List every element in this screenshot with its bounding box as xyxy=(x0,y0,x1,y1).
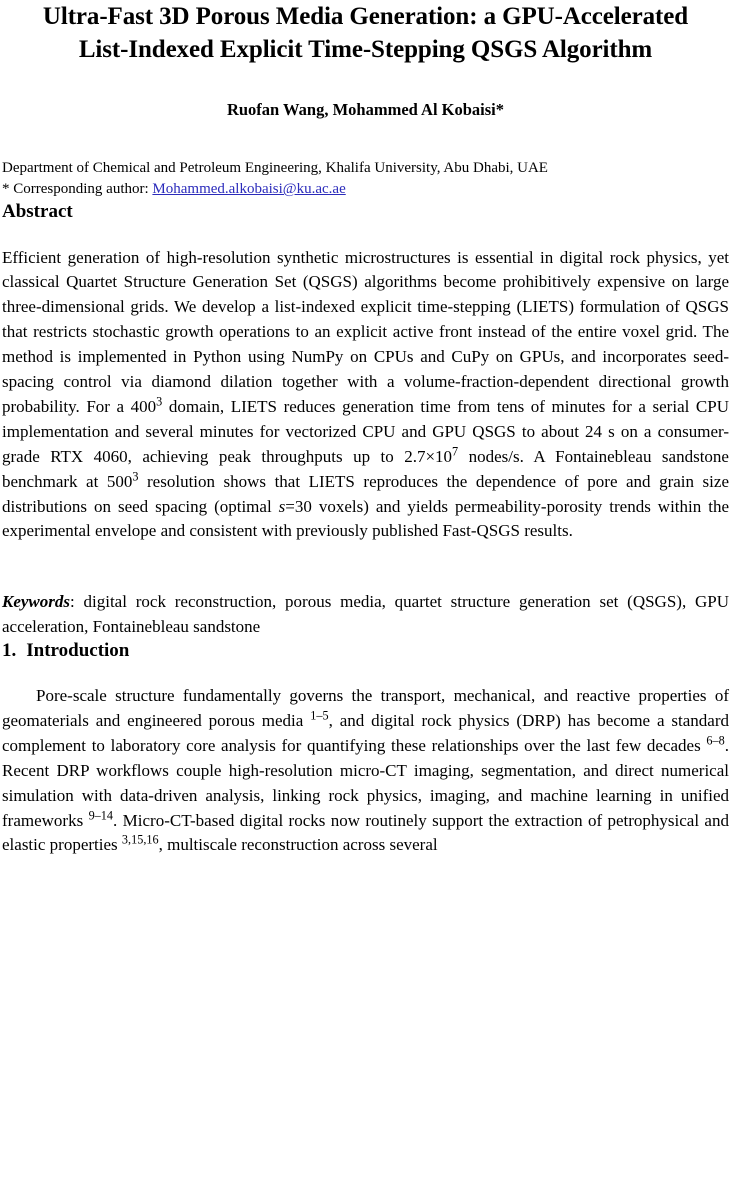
page-title: Ultra-Fast 3D Porous Media Generation: a GPU-Accelerated List-Indexed Explicit Time-Stepping QSGS Algorithm xyxy=(42,3,689,63)
intro-part-2: , and digital rock physics (DRP) has become a standard complement to laboratory core analysis for quantifying these relationships over the last few decades xyxy=(2,710,729,755)
intro-part-4: . Micro-CT-based digital rocks now routinely support the extraction of petrophysical and elastic properties xyxy=(2,810,729,855)
abstract-part-5: =30 voxels) and yields permeability-porosity trends within the experimental envelope and consistent with previously published Fast-QSGS results. xyxy=(2,496,729,541)
corresponding-email-link[interactable]: Mohammed.alkobaisi@ku.ac.ae xyxy=(152,181,346,198)
abstract-part-3: nodes/s. A Fontainebleau sandstone benchmark at 500 xyxy=(2,446,729,491)
keywords-block xyxy=(2,590,729,640)
abstract-superscript-2: 7 xyxy=(452,444,459,459)
abstract-superscript-1: 3 xyxy=(156,394,163,409)
abstract-heading: Abstract xyxy=(2,200,73,222)
intro-part-3: . Recent DRP workflows couple high-resolution micro-CT imaging, segmentation, and direct numerical simulation with data-driven analysis, linking rock physics, imaging, and machine learning in unified frameworks xyxy=(2,735,729,830)
corresponding-author-line xyxy=(2,179,729,200)
affiliation-block xyxy=(2,158,729,201)
abstract-part-1: Efficient generation of high-resolution synthetic microstructures is essential in digital rock physics, yet classical Quartet Structure Generation Set (QSGS) algorithms become prohibitively expensive on large three-dimensional grids. We develop a list-indexed explicit time-stepping (LIETS) formulation of QSGS that restricts stochastic growth operations to an explicit active front instead of the entire voxel grid. The method is implemented in Python using NumPy on CPUs and CuPy on GPUs, and incorporates seed-spacing control via diamond dilation together with a volume-fraction-dependent directional growth probability. For a 400 xyxy=(2,247,729,416)
citation-ref-1: 1–5 xyxy=(310,708,329,723)
introduction-heading xyxy=(2,640,729,662)
introduction-number: 1. xyxy=(2,640,17,662)
corresponding-label: * Corresponding author: xyxy=(2,181,153,198)
abstract-text xyxy=(2,246,729,545)
keywords-label: Keywords xyxy=(2,592,70,612)
introduction-title: Introduction xyxy=(26,640,130,662)
author-list: Ruofan Wang, Mohammed Al Kobaisi* xyxy=(226,100,505,119)
abstract-part-2: domain, LIETS reduces generation time from tens of minutes for a serial CPU implementation and several minutes for vectorized CPU and GPU QSGS to about 24 s on a consumer-grade RTX 4060, achieving peak throughputs up to 2.7×10 xyxy=(2,396,729,466)
abstract-symbol-s: s xyxy=(278,496,286,516)
intro-part-1: Pore-scale structure fundamentally governs the transport, mechanical, and reactive properties of geomaterials and engineered porous media xyxy=(2,686,729,730)
affiliation-line: Department of Chemical and Petroleum Engineering, Khalifa University, Abu Dhabi, UAE xyxy=(2,160,548,176)
abstract-part-4: resolution shows that LIETS reproduces the dependence of pore and grain size distributions on seed spacing (optimal xyxy=(2,471,729,516)
citation-ref-4: 3,15,16 xyxy=(121,832,159,847)
keywords-text: : digital rock reconstruction, porous media, quartet structure generation set (QSGS), GPU acceleration, Fontainebleau sandstone xyxy=(2,592,729,637)
introduction-text xyxy=(2,684,729,858)
abstract-superscript-3: 3 xyxy=(132,468,139,483)
citation-ref-3: 9–14 xyxy=(88,807,114,822)
citation-ref-2: 6–8 xyxy=(706,733,725,748)
intro-part-5: , multiscale reconstruction across several xyxy=(158,835,438,855)
